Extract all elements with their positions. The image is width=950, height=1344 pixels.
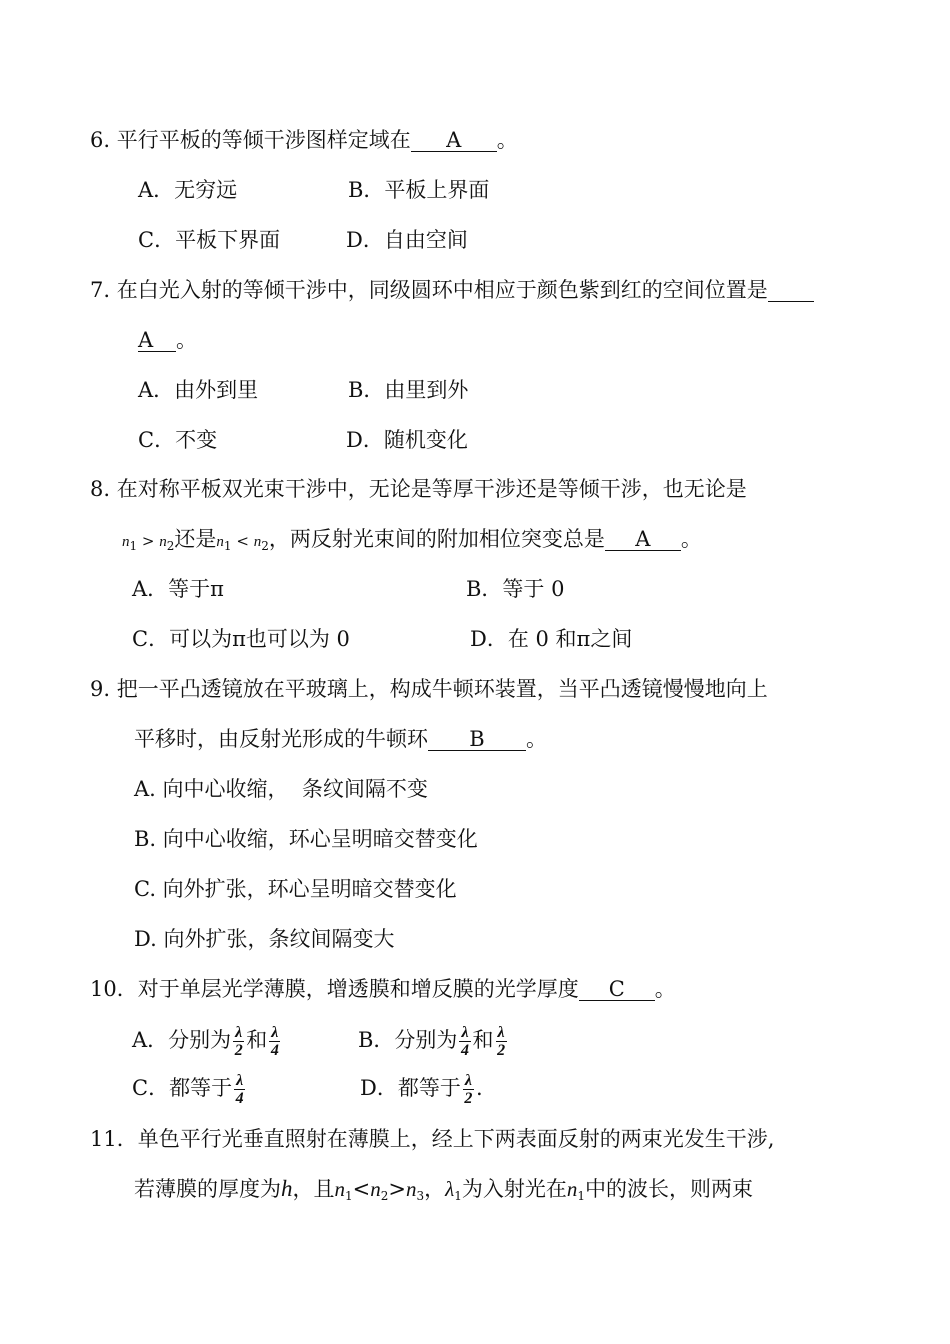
fraction-lambda-over-2: $\frac{\lambda}{2}$ xyxy=(497,1024,506,1059)
q8-condition-2: $n_1 < n_2$ xyxy=(216,532,269,553)
q8-option-a: A．等于π xyxy=(132,577,224,601)
q6-option-a: A．无穷远 xyxy=(138,178,238,202)
q6-option-d: D．自由空间 xyxy=(346,228,468,252)
fraction-lambda-over-4: $\frac{\lambda}{4}$ xyxy=(235,1072,244,1107)
q9-option-b: B. 向中心收缩，环心呈明暗交替变化 xyxy=(134,827,478,851)
q6-answer-blank: A xyxy=(411,129,497,152)
q7-option-b: B．由里到外 xyxy=(348,378,469,402)
fraction-lambda-over-4: $\frac{\lambda}{4}$ xyxy=(460,1024,469,1059)
q7-answer-blank: A xyxy=(138,329,176,352)
q10-option-c: C．都等于 $\frac{\lambda}{4}$ xyxy=(132,1072,244,1107)
q9-option-c: C. 向外扩张，环心呈明暗交替变化 xyxy=(134,877,457,901)
q6-stem: 6. 平行平板的等倾干涉图样定域在 A 。 xyxy=(90,128,518,152)
q7-option-d: D．随机变化 xyxy=(346,428,468,452)
q8-option-b: B．等于 0 xyxy=(466,577,565,601)
q9-option-a: A. 向中心收缩， 条纹间隔不变 xyxy=(134,777,428,801)
thickness-h: h xyxy=(281,1176,293,1201)
q8-condition-line: $n_1 > n_2$还是$n_1 < n_2$，两反射光束间的附加相位突变总是 A 。 xyxy=(122,527,702,553)
fraction-lambda-over-4: $\frac{\lambda}{4}$ xyxy=(270,1024,279,1059)
q8-stem: 8. 在对称平板双光束干涉中，无论是等厚干涉还是等倾干涉，也无论是 xyxy=(90,477,747,501)
fraction-lambda-over-2: $\frac{\lambda}{2}$ xyxy=(464,1072,473,1107)
q11-stem-line2: 若薄膜的厚度为h，且$n_1<n_2>n_3$，$\lambda_1$为入射光在$n_1$中的波长，则两束 xyxy=(134,1176,754,1203)
q6-option-b: B．平板上界面 xyxy=(348,178,490,202)
q10-option-d: D．都等于 $\frac{\lambda}{2}$ . xyxy=(360,1072,483,1107)
q6-stem-text: 6. 平行平板的等倾干涉图样定域在 xyxy=(90,128,411,152)
q9-option-d: D. 向外扩张，条纹间隔变大 xyxy=(134,927,395,951)
q10-option-b: B．分别为 $\frac{\lambda}{4}$ 和 $\frac{\lambda}{2}$ xyxy=(358,1024,506,1059)
q8-option-c: C．可以为π也可以为 0 xyxy=(132,627,350,651)
q7-answer-line: A 。 xyxy=(138,328,197,352)
q8-option-d: D．在 0 和π之间 xyxy=(470,627,633,651)
q7-stem-text: 7. 在白光入射的等倾干涉中，同级圆环中相应于颜色紫到红的空间位置是 xyxy=(90,278,768,302)
q9-stem-line2: 平移时，由反射光形成的牛顿环 B 。 xyxy=(134,727,547,751)
q10-option-a: A．分别为 $\frac{\lambda}{2}$ 和 $\frac{\lambda}{4}$ xyxy=(132,1024,279,1059)
q7-stem xyxy=(90,275,814,305)
q8-answer-blank: A xyxy=(605,528,681,551)
fraction-lambda-over-2: $\frac{\lambda}{2}$ xyxy=(234,1024,243,1059)
q10-answer-blank: C xyxy=(579,978,655,1001)
q10-stem: 10．对于单层光学薄膜，增透膜和增反膜的光学厚度 C 。 xyxy=(90,977,676,1001)
q9-stem: 9. 把一平凸透镜放在平玻璃上，构成牛顿环装置，当平凸透镜慢慢地向上 xyxy=(90,677,768,701)
q7-option-c: C．不变 xyxy=(138,428,218,452)
q9-answer-blank: B xyxy=(428,728,526,751)
q8-condition-1: $n_1 > n_2$ xyxy=(122,532,175,553)
q6-option-c: C．平板下界面 xyxy=(138,228,281,252)
q11-stem: 11．单色平行光垂直照射在薄膜上，经上下两表面反射的两束光发生干涉, xyxy=(90,1127,775,1151)
q7-option-a: A．由外到里 xyxy=(138,378,259,402)
